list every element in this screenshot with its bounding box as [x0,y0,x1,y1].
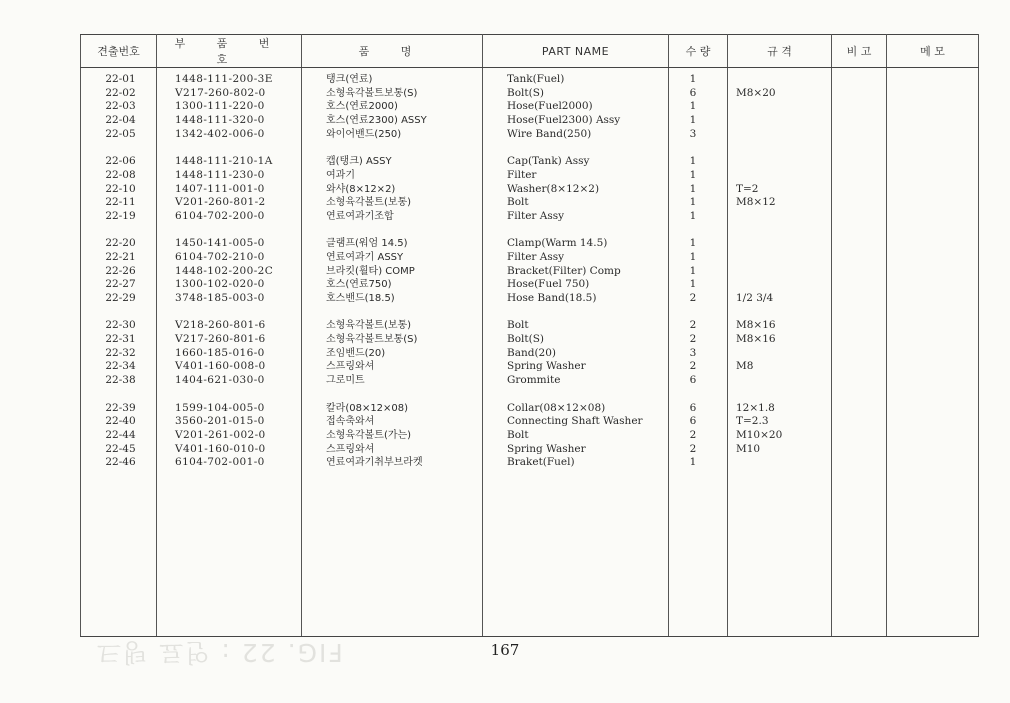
cell-name: Band(20) [507,346,557,359]
cell-spec [736,155,831,169]
cell-part-no: V201-260-801-2 [175,196,266,209]
header-part-no: 부 품 번 호 [157,35,302,68]
cell-kor: 와샤(8×12×2) [326,183,396,195]
cell-kor: 여과기 [326,169,355,181]
cell-name: Hose(Fuel 750) [507,278,590,291]
group-spacer [669,306,717,320]
group-spacer [85,306,156,320]
column-memo [887,68,979,637]
cell-no: 22-04 [105,114,136,127]
cell-no: 22-02 [105,86,136,99]
bleed-through-text: FIG. 22 : 연료 탱크 [95,638,343,667]
cell-qty: 3 [689,127,697,140]
cell-part-no: 6104-702-210-0 [175,250,265,263]
cell-name: Collar(08×12×08) [507,401,606,414]
cell-part-no: V217-260-801-6 [175,333,266,346]
cell-kor: 소형육각볼트보통(S) [326,334,418,346]
header-memo: 메 모 [887,35,979,68]
cell-spec: M8×12 [736,196,776,209]
group-spacer [326,306,482,320]
cell-qty: 2 [689,333,697,346]
group-spacer [175,224,301,238]
cell-name: Bolt(S) [507,86,545,99]
cell-part-no: 1599-104-005-0 [175,401,265,414]
cell-spec: M10 [736,442,761,455]
header-spec: 규 격 [728,35,832,68]
group-spacer [669,224,717,238]
cell-part-no: 1448-111-230-0 [175,168,265,181]
header-part-name: PART NAME [483,35,669,68]
group-spacer [326,141,482,155]
cell-name: Braket(Fuel) [507,456,575,469]
cell-spec [736,374,831,388]
column-spec [728,68,832,637]
cell-no: 22-29 [105,292,136,304]
cell-qty: 2 [689,428,697,441]
cell-name: Tank(Fuel) [507,73,565,85]
cell-qty: 1 [689,155,697,168]
cell-part-no: V201-261-002-0 [175,428,266,441]
cell-part-no: V218-260-801-6 [175,319,266,332]
cell-kor: 연료여과기취부브라켓 [326,457,423,469]
cell-part-no: 1450-141-005-0 [175,237,265,250]
cell-qty: 2 [689,292,697,304]
page-number: 167 [490,641,520,659]
cell-no: 22-20 [105,237,136,250]
cell-spec [736,278,831,292]
cell-name: Spring Washer [507,360,586,373]
group-spacer [326,224,482,238]
cell-qty: 6 [689,374,697,387]
cell-qty: 2 [689,319,697,332]
cell-no: 22-32 [105,346,136,359]
group-spacer [175,388,301,402]
cell-name: Bolt [507,428,529,441]
cell-spec: M8 [736,360,754,373]
cell-name: Hose(Fuel2000) [507,100,593,113]
cell-spec: T=2 [736,182,759,195]
group-spacer [669,388,717,402]
cell-no: 22-34 [105,360,136,373]
cell-no: 22-10 [105,182,136,195]
cell-qty: 6 [689,415,697,428]
group-spacer [669,141,717,155]
group-spacer [85,224,156,238]
cell-qty: 6 [689,401,697,414]
cell-part-no: 1448-102-200-2C [175,264,274,277]
cell-no: 22-21 [105,250,136,263]
cell-part-no: 6104-702-200-0 [175,209,265,222]
column-qty [669,68,728,637]
cell-kor: 조임밴드(20) [326,347,386,359]
group-spacer [507,306,668,320]
header-row [81,35,979,68]
cell-spec: T=2.3 [736,415,769,428]
cell-kor: 소형육각볼트(보통) [326,197,412,209]
cell-part-no: 3560-201-015-0 [175,415,265,428]
cell-qty: 6 [689,86,697,99]
cell-qty: 1 [689,168,697,181]
cell-kor: 와이어밴드(250) [326,128,402,140]
cell-no: 22-45 [105,442,136,455]
cell-spec [736,100,831,114]
cell-kor: 브라킷(휠타) COMP [326,265,415,277]
cell-no: 22-01 [105,73,136,85]
group-spacer [175,306,301,320]
cell-no: 22-31 [105,333,136,346]
cell-qty: 1 [689,264,697,277]
parts-body-row [81,68,979,637]
group-spacer [175,141,301,155]
parts-table [80,34,979,637]
cell-kor: 스프링와셔 [326,443,375,455]
cell-part-no: 6104-702-001-0 [175,456,265,469]
cell-spec [736,73,831,87]
group-spacer [85,388,156,402]
cell-no: 22-38 [105,374,136,387]
cell-kor: 칼라(08×12×08) [326,402,409,414]
cell-spec: M10×20 [736,428,783,441]
cell-name: Filter [507,168,537,181]
cell-qty: 1 [689,100,697,113]
column-no [81,68,157,637]
header-korean-name: 품 명 [302,35,483,68]
cell-spec [736,169,831,183]
cell-no: 22-06 [105,155,136,168]
cell-qty: 2 [689,442,697,455]
cell-spec: 12×1.8 [736,401,775,414]
cell-name: Bolt(S) [507,333,545,346]
group-spacer [507,388,668,402]
cell-part-no: 1448-111-210-1A [175,155,273,168]
cell-qty: 2 [689,360,697,373]
group-spacer [736,388,831,402]
cell-part-no: 1448-111-320-0 [175,114,265,127]
cell-qty: 1 [689,196,697,209]
cell-qty: 1 [689,278,697,291]
column-part-name [483,68,669,637]
cell-name: Bracket(Filter) Comp [507,264,621,277]
cell-kor: 접속축와셔 [326,416,375,428]
cell-name: Hose Band(18.5) [507,292,597,304]
cell-kor: 연료여과기 ASSY [326,251,404,263]
cell-qty: 1 [689,209,697,222]
header-remark: 비 고 [832,35,887,68]
cell-no: 22-26 [105,264,136,277]
cell-spec [736,347,831,361]
cell-part-no: 1407-111-001-0 [175,182,265,195]
cell-name: Bolt [507,319,529,332]
cell-qty: 1 [689,182,697,195]
cell-part-no: V217-260-802-0 [175,86,266,99]
cell-no: 22-11 [105,196,136,209]
cell-kor: 그로미트 [326,375,365,387]
group-spacer [85,141,156,155]
cell-part-no: 1448-111-200-3E [175,73,273,85]
cell-spec [736,265,831,279]
cell-no: 22-05 [105,127,136,140]
cell-part-no: V401-160-008-0 [175,360,266,373]
cell-spec [736,456,831,470]
cell-kor: 스프링와셔 [326,361,375,373]
cell-no: 22-03 [105,100,136,113]
cell-name: Spring Washer [507,442,586,455]
cell-name: Filter Assy [507,250,565,263]
column-part-no [157,68,302,637]
cell-name: Wire Band(250) [507,127,592,140]
cell-qty: 1 [689,237,697,250]
cell-no: 22-19 [105,209,136,222]
cell-spec [736,251,831,265]
cell-spec: M8×20 [736,86,776,99]
cell-kor: 호스(연료2000) [326,101,398,113]
cell-part-no: 1300-102-020-0 [175,278,265,291]
cell-kor: 호스(연료750) [326,279,392,291]
cell-no: 22-08 [105,168,136,181]
cell-name: Clamp(Warm 14.5) [507,237,608,250]
group-spacer [326,388,482,402]
cell-no: 22-44 [105,428,136,441]
group-spacer [507,141,668,155]
cell-name: Filter Assy [507,209,565,222]
group-spacer [736,141,831,155]
cell-no: 22-30 [105,319,136,332]
cell-name: Connecting Shaft Washer [507,415,643,428]
cell-qty: 1 [689,250,697,263]
cell-kor: 소형육각볼트보통(S) [326,87,418,99]
cell-qty: 1 [689,456,697,469]
cell-kor: 캡(탱크) ASSY [326,156,392,168]
group-spacer [507,224,668,238]
column-remark [832,68,887,637]
column-korean-name [302,68,483,637]
cell-no: 22-46 [105,456,136,469]
cell-no: 22-27 [105,278,136,291]
cell-part-no: 3748-185-003-0 [175,292,265,304]
cell-name: Grommite [507,374,561,387]
cell-name: Cap(Tank) Assy [507,155,590,168]
group-spacer [736,306,831,320]
cell-spec [736,128,831,142]
group-spacer [736,224,831,238]
cell-name: Hose(Fuel2300) Assy [507,114,621,127]
cell-kor: 탱크(연료) [326,74,373,85]
header-no: 견출번호 [81,35,157,68]
cell-kor: 연료여과기조합 [326,210,394,222]
cell-part-no: 1300-111-220-0 [175,100,265,113]
cell-kor: 클램프(워엄 14.5) [326,238,408,250]
cell-qty: 1 [689,73,697,85]
cell-part-no: 1660-185-016-0 [175,346,265,359]
cell-qty: 3 [689,346,697,359]
cell-kor: 호스(연료2300) ASSY [326,115,427,127]
cell-no: 22-39 [105,401,136,414]
header-qty: 수 량 [669,35,728,68]
cell-spec: M8×16 [736,333,776,346]
cell-spec [736,237,831,251]
cell-no: 22-40 [105,415,136,428]
cell-kor: 소형육각볼트(보통) [326,320,412,332]
cell-part-no: 1404-621-030-0 [175,374,265,387]
cell-spec: 1/2 3/4 [736,292,774,304]
cell-spec [736,210,831,224]
cell-part-no: 1342-402-006-0 [175,127,265,140]
cell-spec: M8×16 [736,319,776,332]
cell-kor: 호스밴드(18.5) [326,293,395,304]
cell-kor: 소형육각볼트(가는) [326,429,412,441]
cell-name: Bolt [507,196,529,209]
cell-part-no: V401-160-010-0 [175,442,266,455]
cell-name: Washer(8×12×2) [507,182,600,195]
cell-qty: 1 [689,114,697,127]
cell-spec [736,114,831,128]
